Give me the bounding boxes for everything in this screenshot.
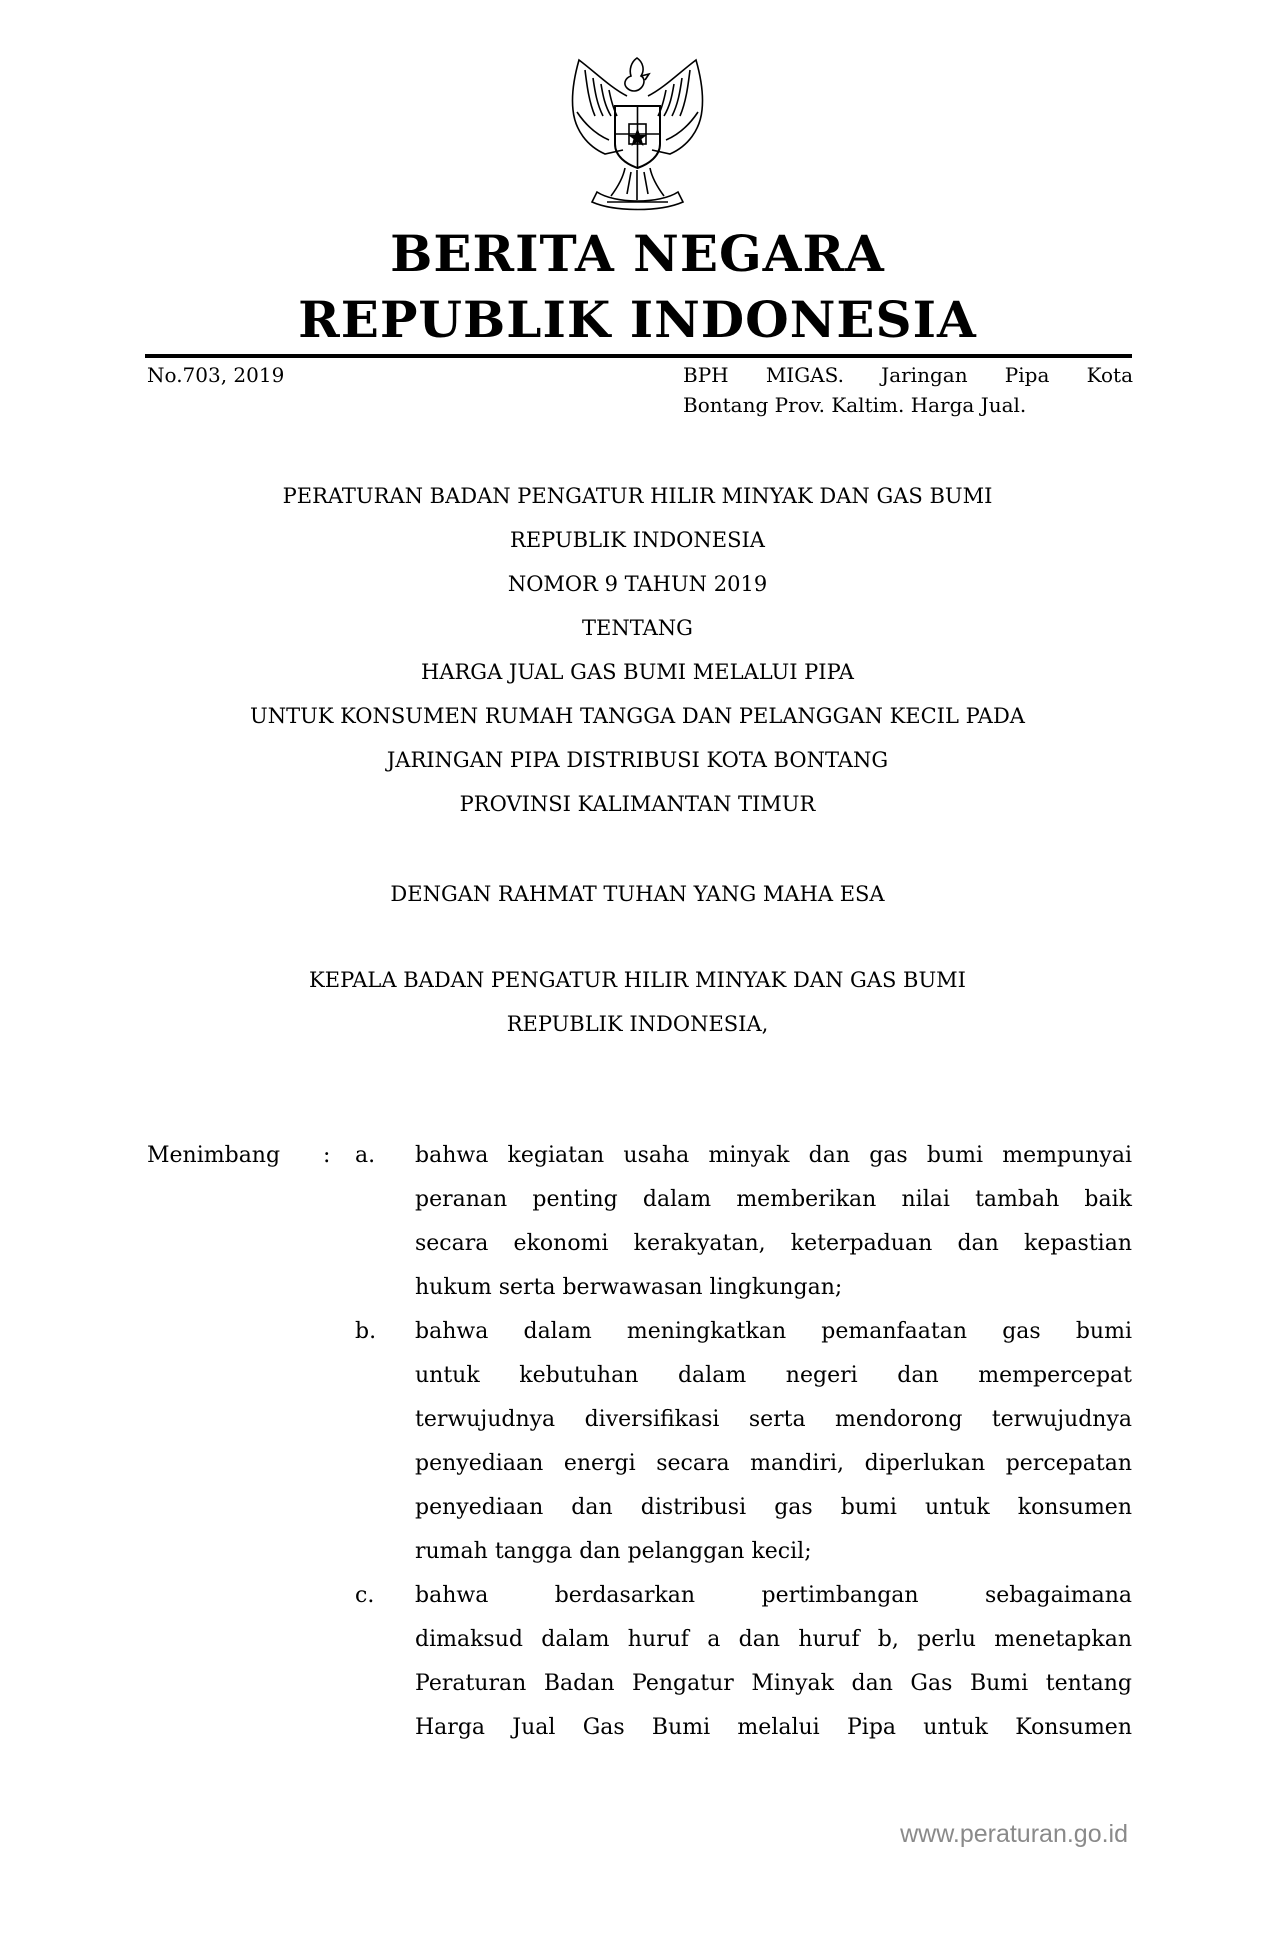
text-line: bahwa berdasarkan pertimbangan sebagaimana	[415, 1583, 1132, 1608]
issuer-line: KEPALA BADAN PENGATUR HILIR MINYAK DAN GAS BUMI	[309, 968, 966, 992]
text-line: peranan penting dalam memberikan nilai tambah baik	[415, 1187, 1132, 1212]
issuer-line: REPUBLIK INDONESIA,	[506, 1012, 769, 1036]
issue-number: No.703, 2019	[147, 363, 285, 387]
item-letter: b.	[355, 1319, 377, 1344]
text-line: Harga Jual Gas Bumi melalui Pipa untuk Konsumen	[415, 1715, 1132, 1740]
regulation-title	[145, 474, 1130, 826]
text-line: untuk kebutuhan dalam negeri dan mempercepat	[415, 1363, 1132, 1388]
text-line: rumah tangga dan pelanggan kecil;	[415, 1539, 812, 1564]
text-line: dimaksud dalam huruf a dan huruf b, perlu menetapkan	[415, 1627, 1132, 1652]
item-letter: a.	[355, 1143, 376, 1168]
regulation-title-line: REPUBLIK INDONESIA	[510, 528, 765, 552]
text-line: bahwa kegiatan usaha minyak dan gas bumi mempunyai	[415, 1143, 1132, 1168]
text-line: terwujudnya diversifikasi serta mendorong terwujudnya	[415, 1407, 1132, 1432]
text-line: penyediaan energi secara mandiri, diperlukan percepatan	[415, 1451, 1132, 1476]
text-line: secara ekonomi kerakyatan, keterpaduan dan kepastian	[415, 1231, 1132, 1256]
item-text	[415, 1134, 1132, 1310]
text-line: Peraturan Badan Pengatur Minyak dan Gas Bumi tentang	[415, 1671, 1132, 1696]
masthead-subtitle: REPUBLIK INDONESIA	[298, 290, 977, 349]
considering-label: Menimbang	[147, 1143, 281, 1168]
garuda-emblem-icon	[545, 52, 730, 217]
issue-subject-line: BPH MIGAS. Jaringan Pipa Kota	[683, 363, 1133, 387]
item-text	[415, 1574, 1132, 1750]
issue-subject-line: Bontang Prov. Kaltim. Harga Jual.	[683, 393, 1027, 417]
regulation-subject-line: HARGA JUAL GAS BUMI MELALUI PIPA	[421, 660, 854, 684]
text-line: penyediaan dan distribusi gas bumi untuk konsumen	[415, 1495, 1132, 1520]
text-line: bahwa dalam meningkatkan pemanfaatan gas bumi	[415, 1319, 1132, 1344]
item-text	[415, 1310, 1132, 1574]
item-letter: c.	[355, 1583, 375, 1608]
regulation-subject-line: JARINGAN PIPA DISTRIBUSI KOTA BONTANG	[386, 748, 889, 772]
issuer	[145, 958, 1130, 1046]
regulation-subject-line: PROVINSI KALIMANTAN TIMUR	[459, 792, 816, 816]
masthead-title: BERITA NEGARA	[390, 224, 885, 283]
regulation-number: NOMOR 9 TAHUN 2019	[507, 572, 768, 596]
issue-subject	[683, 360, 1133, 420]
preamble: DENGAN RAHMAT TUHAN YANG MAHA ESA	[390, 882, 885, 906]
header-divider	[145, 354, 1132, 358]
text-line: hukum serta berwawasan lingkungan;	[415, 1275, 843, 1300]
regulation-subject-line: UNTUK KONSUMEN RUMAH TANGGA DAN PELANGGAN KECIL PADA	[250, 704, 1025, 728]
regulation-title-line: TENTANG	[582, 616, 693, 640]
regulation-title-line: PERATURAN BADAN PENGATUR HILIR MINYAK DAN GAS BUMI	[282, 484, 993, 508]
considering-colon: :	[323, 1143, 331, 1168]
footer-website-link[interactable]: www.peraturan.go.id	[900, 1820, 1128, 1848]
